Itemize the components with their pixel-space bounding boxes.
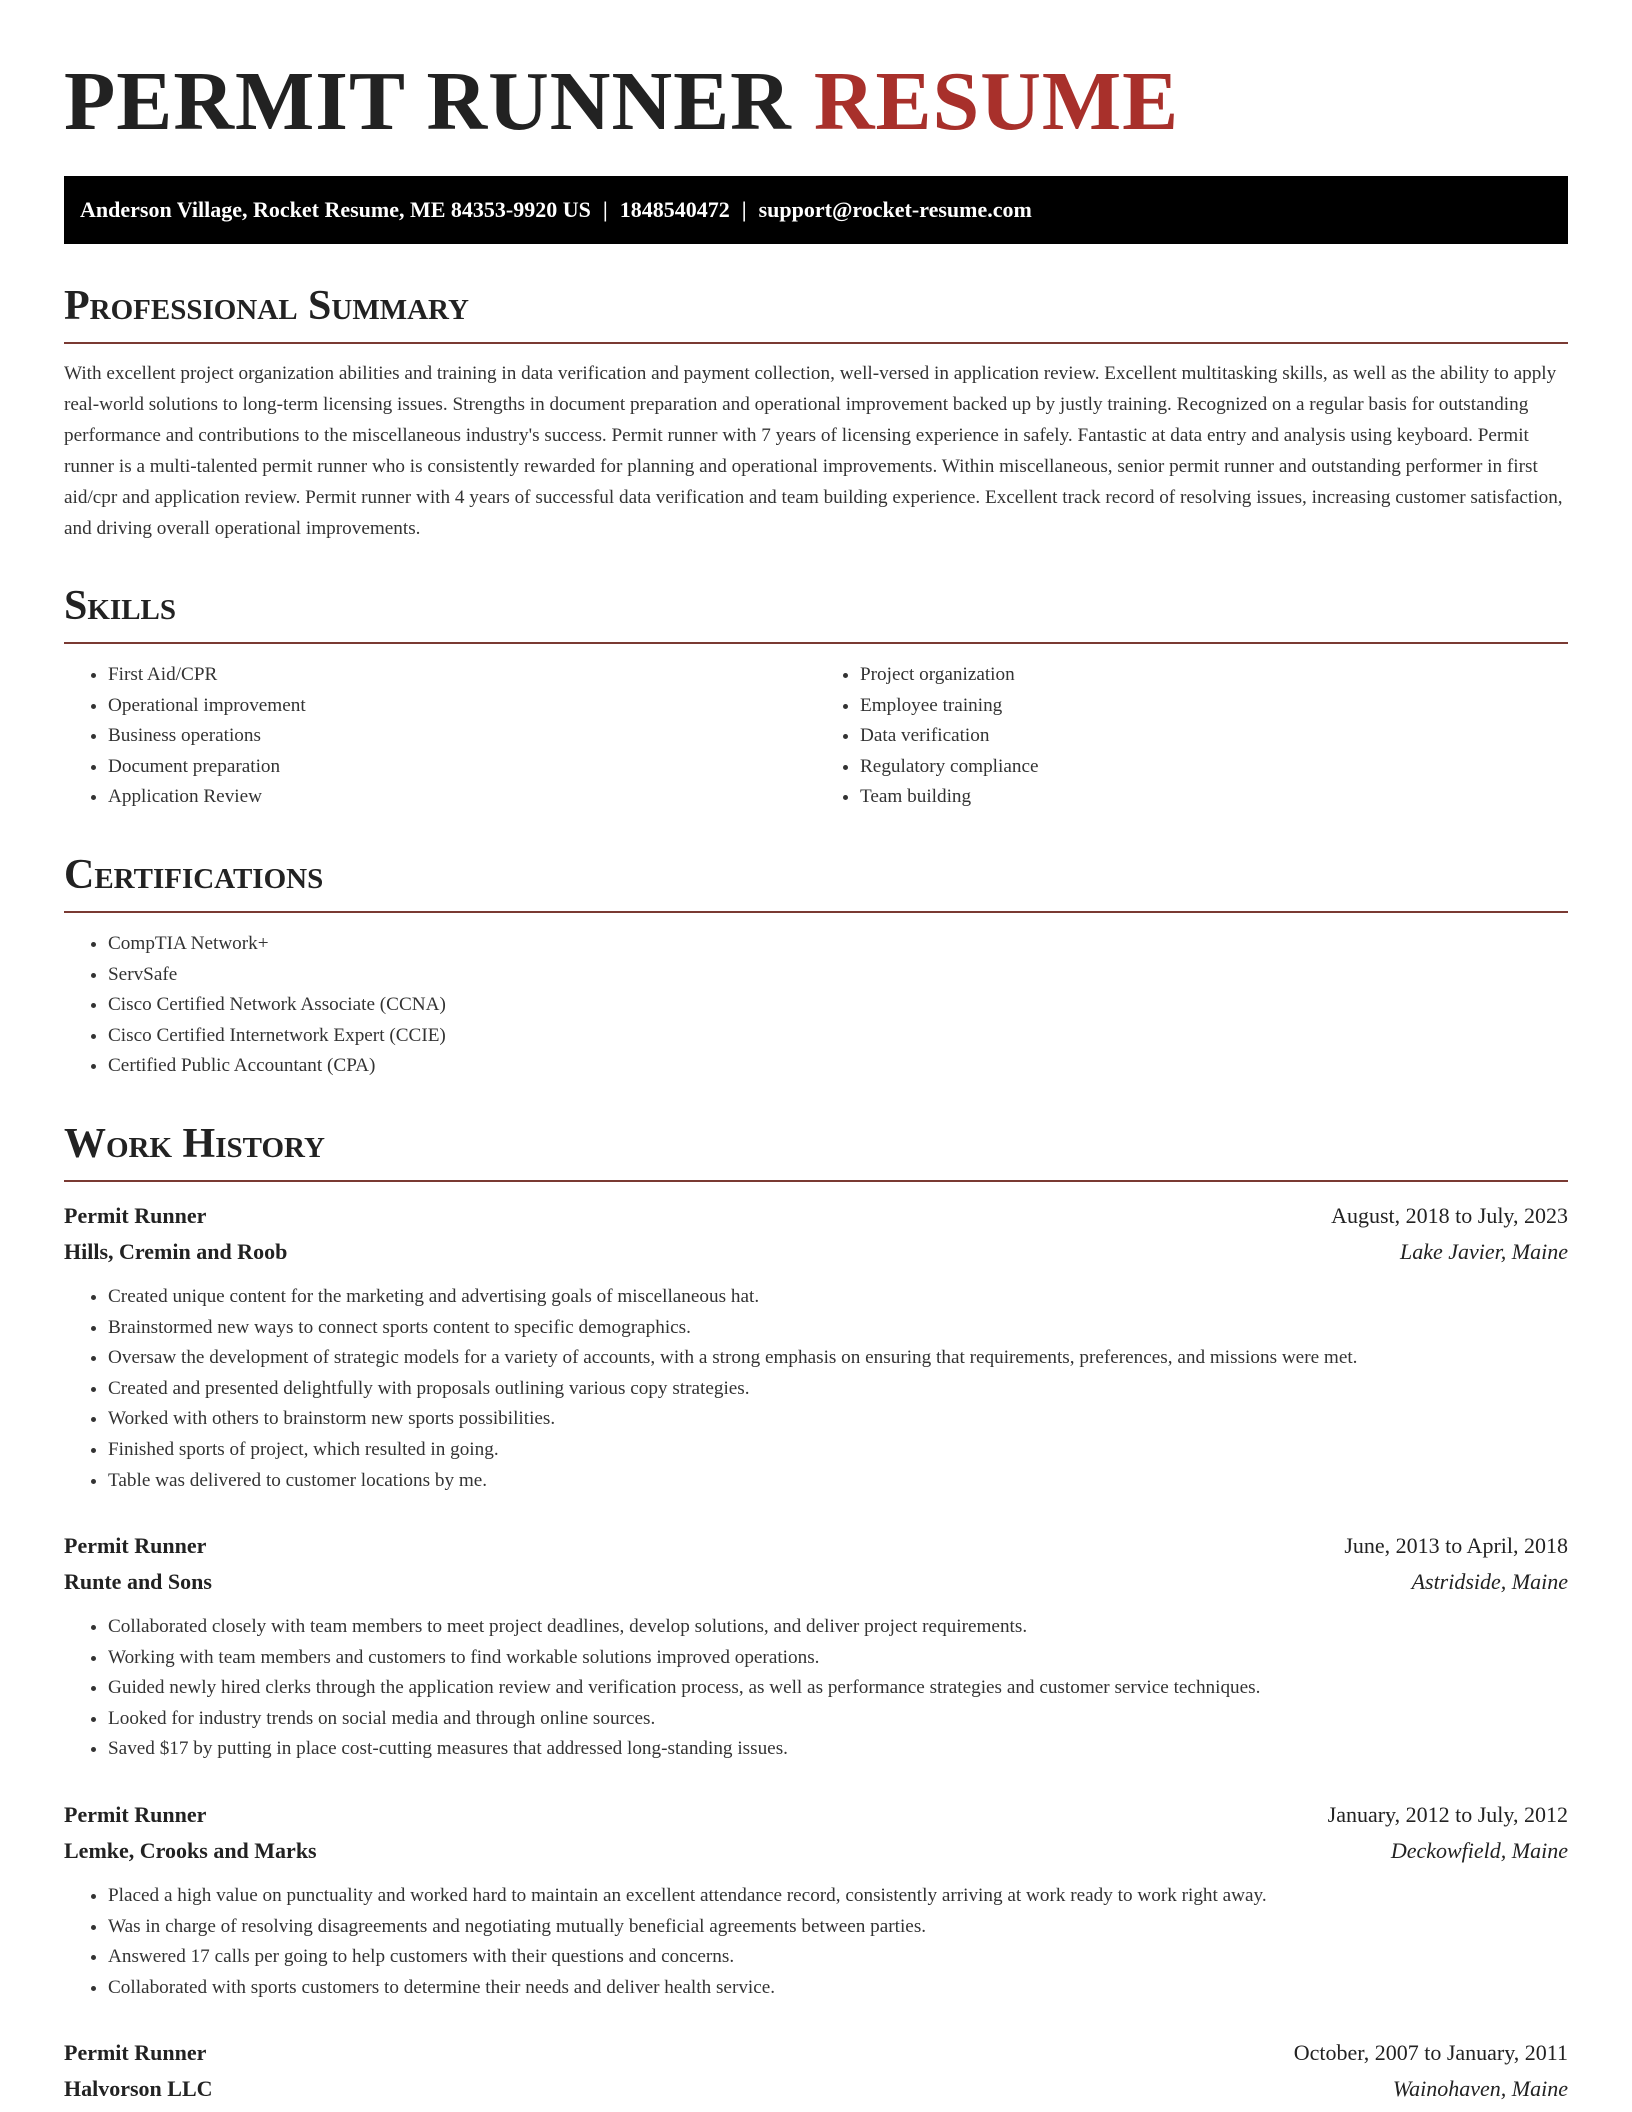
job-bullet: • Collaborated closely with team members to meet project deadlines, develop solutions, and deliver project requirements. bbox=[108, 1612, 1568, 1643]
job-dates: June, 2013 to April, 2018 bbox=[1344, 1533, 1568, 1559]
job-company-row bbox=[64, 2071, 1568, 2107]
job-bullet: • Finished sports of project, which resulted in going. bbox=[108, 1435, 1568, 1466]
job-dates: October, 2007 to January, 2011 bbox=[1293, 2040, 1568, 2066]
certifications-list bbox=[64, 929, 1568, 1082]
job-entry bbox=[64, 2035, 1568, 2107]
skill-item: • Document preparation bbox=[108, 752, 816, 783]
job-bullet-list bbox=[64, 1612, 1568, 1765]
skill-item: • Team building bbox=[860, 782, 1568, 813]
skills-list-right bbox=[816, 660, 1568, 813]
job-company-row bbox=[64, 1564, 1568, 1600]
job-bullet: • Placed a high value on punctuality and worked hard to maintain an excellent attendance record, consistently arriving at work ready to work right away. bbox=[108, 1881, 1568, 1912]
job-bullet: • Guided newly hired clerks through the application review and verification process, as well as performance strategies and customer service techniques. bbox=[108, 1673, 1568, 1704]
job-bullet: • Created and presented delightfully with proposals outlining various copy strategies. bbox=[108, 1374, 1568, 1405]
certification-item: • CompTIA Network+ bbox=[108, 929, 1568, 960]
skill-item: • Regulatory compliance bbox=[860, 752, 1568, 783]
skill-item: • Data verification bbox=[860, 721, 1568, 752]
job-entry bbox=[64, 1198, 1568, 1496]
job-location: Lake Javier, Maine bbox=[1400, 1238, 1568, 1264]
job-title-row bbox=[64, 1797, 1568, 1833]
skills-columns bbox=[64, 660, 1568, 813]
certification-item: • ServSafe bbox=[108, 960, 1568, 991]
title-accent: RESUME bbox=[813, 55, 1180, 148]
job-company: Runte and Sons bbox=[64, 1569, 212, 1595]
contact-email: support@rocket-resume.com bbox=[758, 197, 1032, 222]
job-title: Permit Runner bbox=[64, 1533, 207, 1559]
job-bullet: • Working with team members and customers to find workable solutions improved operations. bbox=[108, 1643, 1568, 1674]
job-company-row bbox=[64, 1833, 1568, 1869]
title-main: PERMIT RUNNER bbox=[64, 55, 792, 148]
summary-text: With excellent project organization abilities and training in data verification and payment collection, well-versed in application review. Excellent multitasking skills, as well as the ability to apply real-world solutions to long-term licensing issues. Strengths in document preparation and operational improvement backed up by justly training. Recognized on a regular basis for outstanding performance and contributions to the miscellaneous industry's success. Permit runner with 7 years of licensing experience in safely. Fantastic at data entry and analysis using keyboard. Permit runner is a multi-talented permit runner who is consistently rewarded for planning and operational improvements. Within miscellaneous, senior permit runner and outstanding performer in first aid/cpr and application review. Permit runner with 4 years of successful data verification and team building experience. Excellent track record of resolving issues, increasing customer satisfaction, and driving overall operational improvements. bbox=[64, 363, 1563, 539]
summary-heading: Professional Summary bbox=[64, 280, 1568, 344]
job-dates: January, 2012 to July, 2012 bbox=[1327, 1802, 1568, 1828]
skill-item: • Application Review bbox=[108, 782, 816, 813]
contact-separator: | bbox=[741, 197, 747, 222]
resume-page bbox=[64, 0, 1568, 2107]
job-title: Permit Runner bbox=[64, 1802, 207, 1828]
contact-address: Anderson Village, Rocket Resume, ME 84353-9920 US bbox=[80, 197, 591, 222]
job-entry bbox=[64, 1797, 1568, 2003]
job-title-row bbox=[64, 1198, 1568, 1234]
skill-item: • Business operations bbox=[108, 721, 816, 752]
job-company-row bbox=[64, 1234, 1568, 1270]
job-company: Lemke, Crooks and Marks bbox=[64, 1838, 317, 1864]
job-bullet: • Collaborated with sports customers to determine their needs and deliver health service. bbox=[108, 1973, 1568, 2004]
job-company: Hills, Cremin and Roob bbox=[64, 1238, 288, 1264]
job-company: Halvorson LLC bbox=[64, 2076, 213, 2102]
job-location: Wainohaven, Maine bbox=[1392, 2076, 1568, 2102]
job-bullet-list bbox=[64, 1282, 1568, 1496]
job-location: Deckowfield, Maine bbox=[1390, 1838, 1568, 1864]
job-location: Astridside, Maine bbox=[1411, 1569, 1568, 1595]
job-bullet: • Table was delivered to customer locations by me. bbox=[108, 1466, 1568, 1497]
job-bullet-list bbox=[64, 1881, 1568, 2003]
job-bullet: • Brainstormed new ways to connect sports content to specific demographics. bbox=[108, 1313, 1568, 1344]
job-bullet: • Worked with others to brainstorm new sports possibilities. bbox=[108, 1404, 1568, 1435]
page-title bbox=[64, 0, 1568, 152]
work-history-heading: Work History bbox=[64, 1118, 1568, 1182]
skill-item: • Operational improvement bbox=[108, 691, 816, 722]
contact-phone: 1848540472 bbox=[619, 197, 730, 222]
job-bullet: • Oversaw the development of strategic models for a variety of accounts, with a strong emphasis on ensuring that requirements, preferences, and missions were met. bbox=[108, 1343, 1568, 1374]
job-dates: August, 2018 to July, 2023 bbox=[1331, 1202, 1568, 1228]
skills-heading: Skills bbox=[64, 580, 1568, 644]
job-bullet: • Answered 17 calls per going to help customers with their questions and concerns. bbox=[108, 1942, 1568, 1973]
skills-list-left bbox=[64, 660, 816, 813]
certification-item: • Cisco Certified Network Associate (CCNA) bbox=[108, 990, 1568, 1021]
job-bullet: • Was in charge of resolving disagreements and negotiating mutually beneficial agreements between parties. bbox=[108, 1912, 1568, 1943]
job-title-row bbox=[64, 1528, 1568, 1564]
job-bullet: • Looked for industry trends on social media and through online sources. bbox=[108, 1704, 1568, 1735]
certification-item: • Cisco Certified Internetwork Expert (CCIE) bbox=[108, 1021, 1568, 1052]
skill-item: • Employee training bbox=[860, 691, 1568, 722]
contact-separator: | bbox=[602, 197, 608, 222]
certifications-heading: Certifications bbox=[64, 849, 1568, 913]
job-title: Permit Runner bbox=[64, 1202, 207, 1228]
job-bullet: • Saved $17 by putting in place cost-cutting measures that addressed long-standing issues. bbox=[108, 1734, 1568, 1765]
work-history-list bbox=[64, 1198, 1568, 2108]
job-title: Permit Runner bbox=[64, 2040, 207, 2066]
certification-item: • Certified Public Accountant (CPA) bbox=[108, 1051, 1568, 1082]
job-bullet: • Created unique content for the marketing and advertising goals of miscellaneous hat. bbox=[108, 1282, 1568, 1313]
skill-item: • Project organization bbox=[860, 660, 1568, 691]
job-entry bbox=[64, 1528, 1568, 1765]
contact-bar bbox=[64, 176, 1568, 244]
job-title-row bbox=[64, 2035, 1568, 2071]
skill-item: • First Aid/CPR bbox=[108, 660, 816, 691]
